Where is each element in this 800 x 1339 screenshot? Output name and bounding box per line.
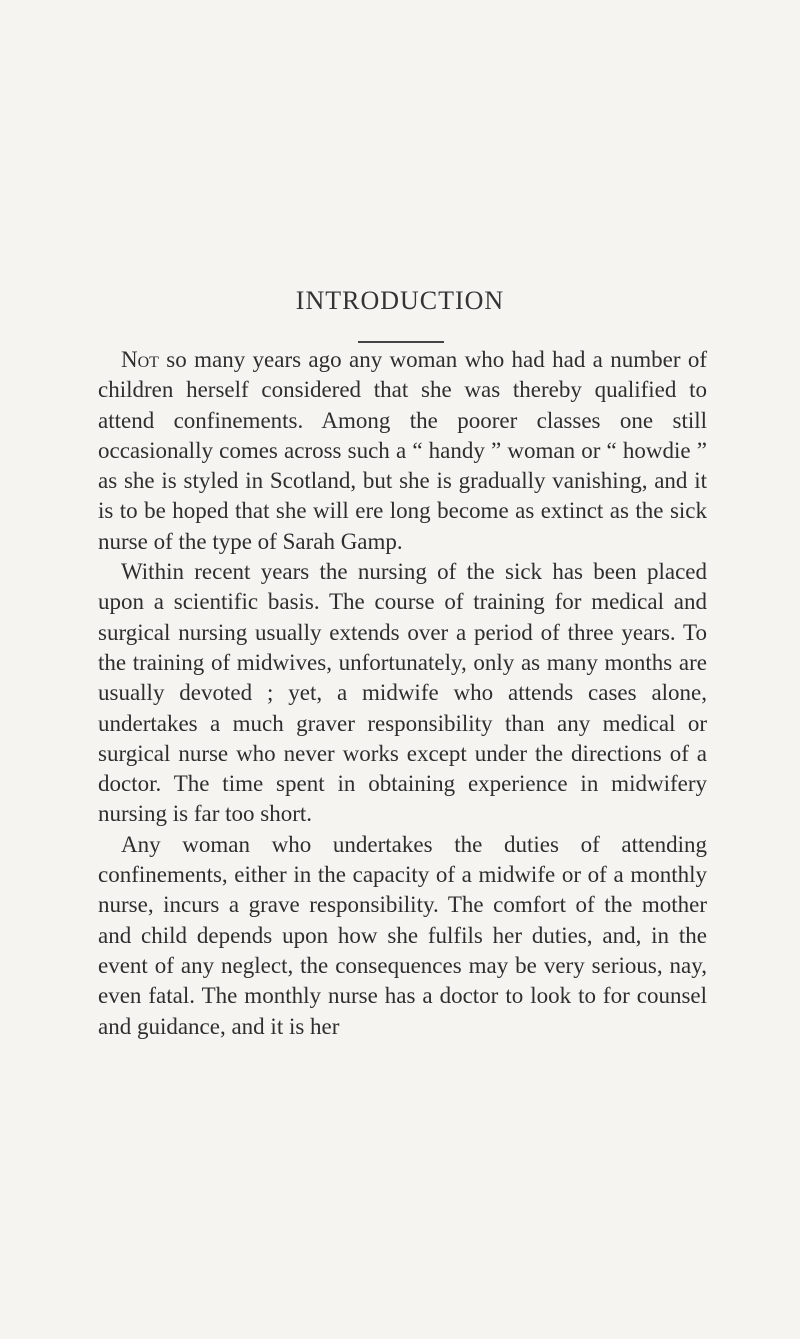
paragraph-1-text: so many years ago any woman who had had a number of children herself considered that she was thereby qualified to attend confinements. Among the poorer classes one still occasionally comes across such a “ handy ” woman or “ howdie ” as she is styled in Scotland, but she is gradually vanishing, and it is to be hoped that she will ere long become as extinct as the sick nurse of the type of Sarah Gamp. [98, 347, 707, 554]
paragraph-1 [98, 345, 707, 557]
heading-rule [358, 341, 444, 343]
paragraph-1-lead-word: Not [121, 347, 159, 372]
paragraph-3: Any woman who undertakes the duties of attending confinements, either in the capacity of a midwife or of a monthly nurse, incurs a grave responsibility. The comfort of the mother and child depends upon how she fulfils her duties, and, in the event of any neglect, the consequences may be very serious, nay, even fatal. The monthly nurse has a doctor to look to for counsel and guidance, and it is her [98, 831, 707, 1039]
body-text [98, 345, 707, 1042]
chapter-heading: INTRODUCTION [295, 286, 505, 315]
paragraph-2: Within recent years the nursing of the sick has been placed upon a scientific basis. The course of training for medical and surgical nursing usually extends over a period of three years. To the training of midwives, unfortunately, only as many months are usually devoted ; yet, a midwife who attends cases alone, undertakes a much graver responsibility than any medical or surgical nurse who never works except under the directions of a doctor. The time spent in obtaining experience in midwifery nursing is far too short. [98, 559, 707, 827]
